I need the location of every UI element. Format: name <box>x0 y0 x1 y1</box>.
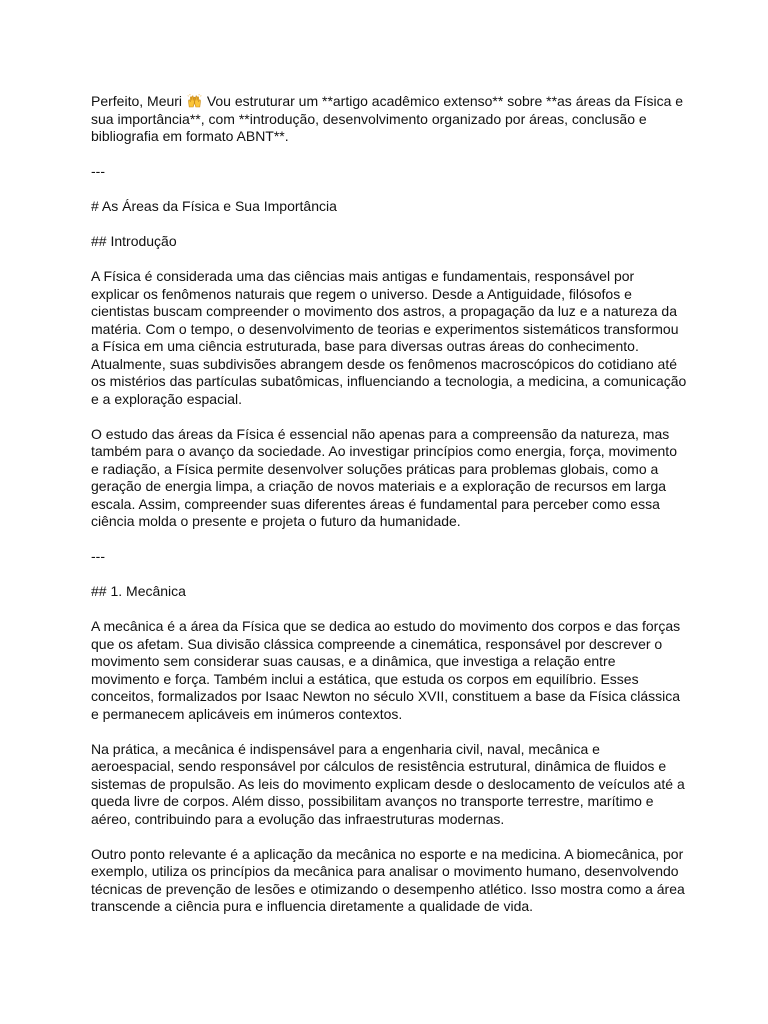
paragraph-line: conceitos, formalizados por Isaac Newton no século XVII, constituem a base da Física clássica <box>91 688 681 704</box>
paragraph-line: exemplo, utiliza os princípios da mecânica para analisar o movimento humano, desenvolvendo <box>91 863 679 879</box>
separator-text: --- <box>91 163 105 179</box>
paragraph-line: que os afetam. Sua divisão clássica compreende a cinemática, responsável por descrever o <box>91 635 663 652</box>
separator-text: --- <box>91 548 105 564</box>
mechanics-paragraph-2 <box>91 741 691 829</box>
paragraph-line: ciência molda o presente e projeta o futuro da humanidade. <box>91 513 461 529</box>
introduction-heading-text: ## Introdução <box>91 233 177 249</box>
mechanics-heading <box>91 583 691 601</box>
paragraph-line: Outro ponto relevante é a aplicação da mecânica no esporte e na medicina. A biomecânica, por <box>91 845 684 862</box>
paragraph-line: aeroespacial, sendo responsável por cálculos de resistência estrutural, dinâmica de fluidos e <box>91 758 667 774</box>
paragraph-line: matéria. Com o tempo, o desenvolvimento de teorias e experimentos sistemáticos transformou <box>91 320 679 337</box>
paragraph-line: Na prática, a mecânica é indispensável para a engenharia civil, naval, mecânica e <box>91 740 600 757</box>
paragraph-line: e a exploração espacial. <box>91 390 242 407</box>
intro-paragraph <box>91 93 691 146</box>
paragraph-line: também para o avanço da sociedade. Ao investigar princípios como energia, força, movimento <box>91 443 677 459</box>
intro-line <box>91 93 691 111</box>
paragraph-line: Atualmente, suas subdivisões abrangem desde os fenômenos macroscópicos do cotidiano até <box>91 355 678 372</box>
intro-line-end: Vou estruturar um **artigo acadêmico extenso** sobre **as áreas da Física e <box>206 93 684 109</box>
paragraph-line: escala. Assim, compreender suas diferentes áreas é fundamental para perceber como essa <box>91 495 660 512</box>
mechanics-paragraph-1 <box>91 618 691 723</box>
mechanics-paragraph-3 <box>91 846 691 916</box>
paragraph-line: aéreo, contribuindo para a evolução das infraestruturas modernas. <box>91 810 505 827</box>
paragraph-line: técnicas de prevenção de lesões e otimizando o desempenho atlético. Isso mostra como a área <box>91 880 685 897</box>
paragraph-line: O estudo das áreas da Física é essencial não apenas para a compreensão da natureza, mas <box>91 425 670 442</box>
raising-hands-icon <box>187 94 202 108</box>
paragraph-line: explicar os fenômenos naturais que regem o universo. Desde a Antiguidade, filósofos e <box>91 285 632 302</box>
introduction-paragraph-1 <box>91 268 691 408</box>
introduction-paragraph-2 <box>91 426 691 531</box>
title-text: # As Áreas da Física e Sua Importância <box>91 198 337 214</box>
paragraph-line: movimento e força. Também inclui a estática, que estuda os corpos em equilíbrio. Esses <box>91 670 639 687</box>
paragraph-line: e radiação, a Física permite desenvolver soluções práticas para problemas globais, como a <box>91 460 659 477</box>
document-title <box>91 198 691 216</box>
introduction-heading <box>91 233 691 251</box>
separator-1 <box>91 163 691 181</box>
paragraph-line: queda livre de corpos. Além disso, possibilitam avanços no transporte terrestre, marítimo e <box>91 793 654 809</box>
intro-line: sua importância**, com **introdução, desenvolvimento organizado por áreas, conclusão e <box>91 110 647 127</box>
intro-line-start: Perfeito, Meuri <box>91 93 183 109</box>
separator-2 <box>91 548 691 566</box>
paragraph-line: A Física é considerada uma das ciências mais antigas e fundamentais, responsável por <box>91 268 635 284</box>
paragraph-line: movimento sem considerar suas causas, e a dinâmica, que investiga a relação entre <box>91 653 616 669</box>
paragraph-line: geração de energia limpa, a criação de novos materiais e a exploração de recursos em larga <box>91 478 667 494</box>
paragraph-line: A mecânica é a área da Física que se dedica ao estudo do movimento dos corpos e das forças <box>91 618 681 634</box>
paragraph-line: e permanecem aplicáveis em inúmeros contextos. <box>91 705 403 722</box>
paragraph-line: os mistérios das partículas subatômicas, influenciando a tecnologia, a medicina, a comunicação <box>91 373 687 389</box>
mechanics-heading-text: ## 1. Mecânica <box>91 583 186 599</box>
document-page <box>91 93 691 933</box>
intro-line: bibliografia em formato ABNT**. <box>91 128 289 144</box>
paragraph-line: transcende a ciência pura e influencia diretamente a qualidade de vida. <box>91 898 534 914</box>
paragraph-line: a Física em uma ciência estruturada, base para diversas outras áreas do conhecimento. <box>91 338 639 354</box>
paragraph-line: sistemas de propulsão. As leis do movimento explicam desde o deslocamento de veículos até a <box>91 775 685 792</box>
paragraph-line: cientistas buscam compreender o movimento dos astros, a propagação da luz e a natureza da <box>91 303 677 319</box>
